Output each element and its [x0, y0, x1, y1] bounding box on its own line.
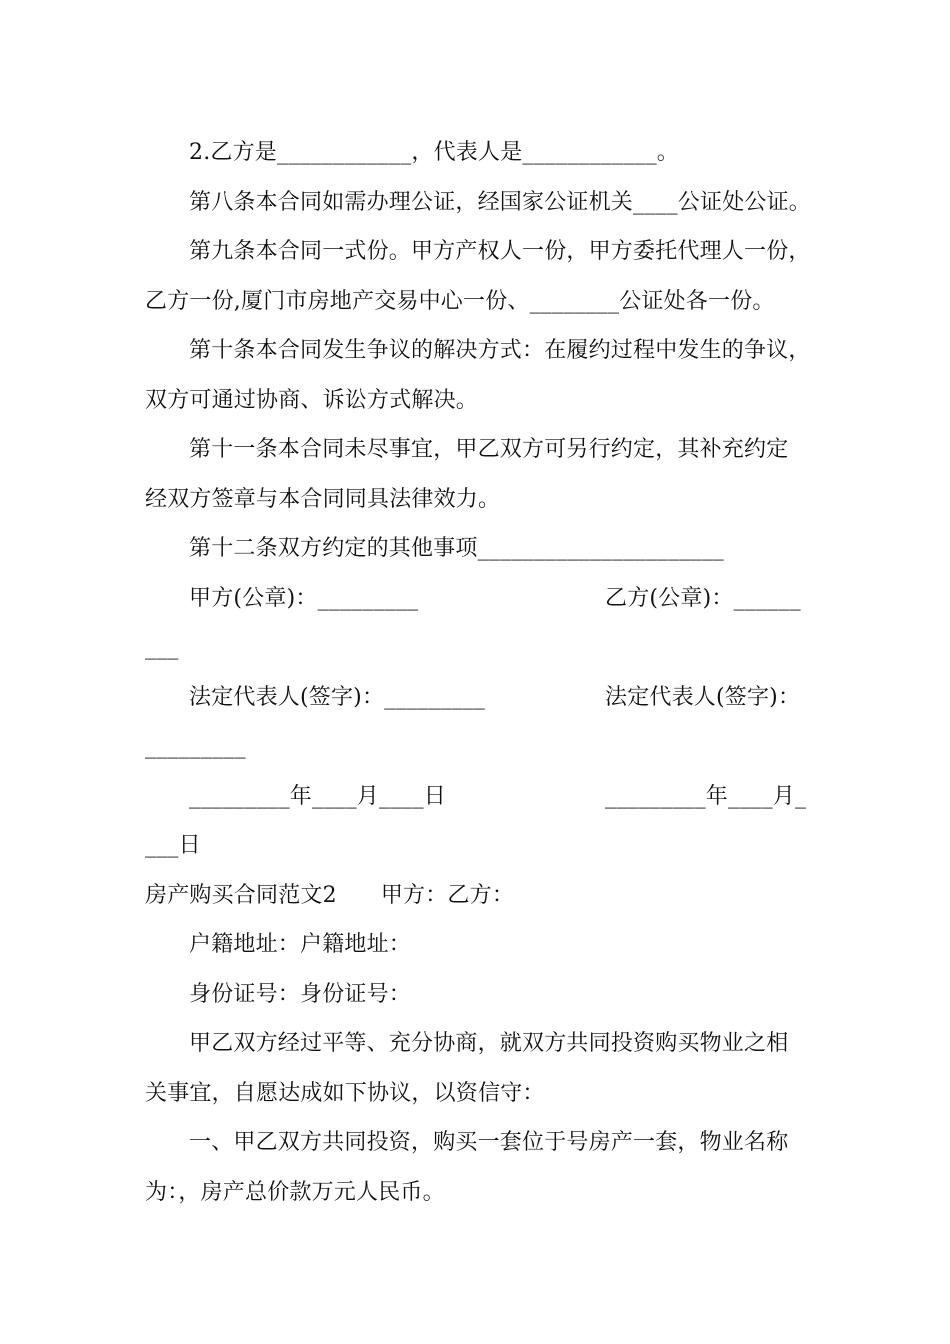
party-b-seal-continuation: ___ [145, 635, 179, 660]
text-line: 第八条本合同如需办理公证，经国家公证机关____公证处公证。 [189, 189, 812, 215]
text-line: 第九条本合同一式份。甲方产权人一份，甲方委托代理人一份， [189, 239, 811, 264]
party-b-date: _________年____月_ [605, 783, 807, 809]
clause-line: 一、甲乙双方共同投资，购买一套位于号房产一套，物业名称 [189, 1130, 789, 1155]
section-heading-row [145, 871, 810, 921]
document-body [145, 128, 810, 1217]
party-b-seal: 乙方(公章)：______ [605, 585, 801, 611]
section-title: 房产购买合同范文2 [145, 882, 337, 908]
text-line: 第十一条本合同未尽事宜，甲乙双方可另行约定，其补充约定 [189, 437, 789, 462]
party-b-representative-continuation: _________ [145, 734, 246, 759]
parties-label: 甲方：乙方： [380, 882, 515, 908]
text-line: 第十二条双方约定的其他事项______________________ [189, 536, 725, 561]
text-line: 第十条本合同发生争议的解决方式：在履约过程中发生的争议， [189, 338, 811, 363]
party-b-date-continuation: ___日 [145, 833, 201, 858]
party-a-seal: 甲方(公章)：_________ [189, 585, 419, 611]
party-b-representative: 法定代表人(签字)： [605, 684, 801, 710]
intro-line: 甲乙双方经过平等、充分协商，就双方共同投资购买物业之相 [189, 1031, 789, 1056]
party-a-representative: 法定代表人(签字)：_________ [189, 684, 485, 710]
id-line: 身份证号：身份证号： [189, 981, 412, 1007]
date-row [145, 772, 810, 822]
text-line: 2.乙方是____________，代表人是____________。 [189, 140, 679, 165]
text-line: 乙方一份,厦门市房地产交易中心一份、________公证处各一份。 [145, 288, 775, 314]
text-line: 经双方签章与本合同同具法律效力。 [145, 486, 501, 512]
seal-row [145, 574, 810, 624]
text-line: 双方可通过协商、诉讼方式解决。 [145, 387, 479, 413]
representative-row [145, 673, 810, 723]
intro-line: 关事宜，自愿达成如下协议，以资信守： [145, 1080, 545, 1106]
address-line: 户籍地址：户籍地址： [189, 932, 412, 957]
party-a-date: _________年____月____日 [189, 783, 447, 809]
clause-line: 为：，房产总价款万元人民币。 [145, 1179, 445, 1205]
